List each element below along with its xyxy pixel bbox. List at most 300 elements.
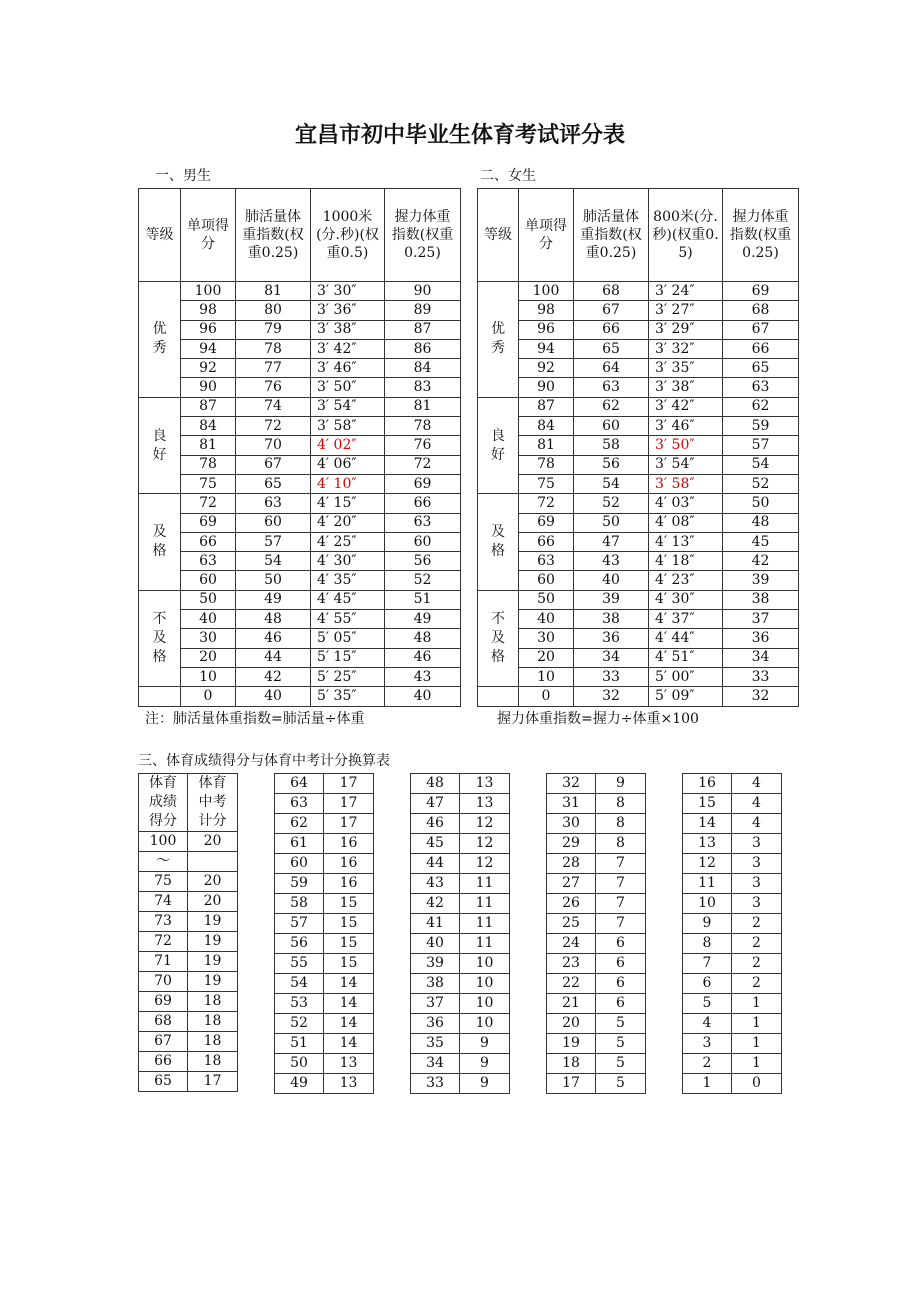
vital-capacity-cell: 47 [574,532,649,551]
vital-capacity-cell: 48 [236,610,311,629]
run-time-cell: 3′ 38″ [649,378,723,397]
vital-capacity-cell: 76 [236,378,311,397]
exam-points-cell: 6 [596,933,646,953]
grade-label: 不及格 [139,590,181,686]
table-row [683,793,782,813]
score-cell: 90 [519,378,574,397]
run-time-cell: 5′ 00″ [649,667,723,686]
table-row [275,1053,374,1073]
score-cell: 98 [181,301,236,320]
score-cell: 0 [519,687,574,706]
vital-capacity-cell: 70 [236,436,311,455]
vital-capacity-cell: 46 [236,629,311,648]
run-time-cell: 5′ 25″ [311,667,385,686]
vital-capacity-cell: 54 [236,552,311,571]
run-time-cell: 4′ 30″ [649,590,723,609]
exam-points-cell: 4 [732,773,782,793]
exam-points-cell: 16 [324,833,374,853]
sport-score-cell: 72 [139,931,188,951]
exam-points-cell: 11 [460,893,510,913]
table-row [139,1051,238,1071]
sport-score-cell: ～ [139,851,188,871]
table-row [478,359,799,378]
table-row [139,891,238,911]
sport-score-cell: 74 [139,891,188,911]
conversion-table [410,773,510,1094]
table-row [411,873,510,893]
exam-points-cell: 2 [732,953,782,973]
table-row [411,1013,510,1033]
grip-cell: 69 [723,282,799,301]
sport-score-cell: 46 [411,813,460,833]
exam-points-cell: 15 [324,913,374,933]
grip-cell: 32 [723,687,799,706]
table-row [139,831,238,851]
table-row [478,667,799,686]
grip-cell: 90 [385,282,461,301]
table-row [683,1013,782,1033]
score-cell: 60 [181,571,236,590]
vital-capacity-cell: 67 [236,455,311,474]
table-row [478,282,799,301]
vital-capacity-cell: 50 [236,571,311,590]
exam-points-cell: 3 [732,833,782,853]
sport-score-cell: 26 [547,893,596,913]
run-time-cell: 5′ 09″ [649,687,723,706]
exam-points-cell: 14 [324,1033,374,1053]
table-row [275,853,374,873]
table-row [547,853,646,873]
exam-points-cell: 14 [324,993,374,1013]
sport-score-cell: 12 [683,853,732,873]
grip-cell: 67 [723,320,799,339]
table-row [547,1053,646,1073]
exam-points-cell: 16 [324,873,374,893]
table-row [478,397,799,416]
run-time-cell: 4′ 25″ [311,532,385,551]
run-time-cell: 3′ 54″ [649,455,723,474]
table-row [547,913,646,933]
vital-capacity-cell: 63 [574,378,649,397]
table-row [411,1053,510,1073]
grip-cell: 83 [385,378,461,397]
sport-score-cell: 68 [139,1011,188,1031]
exam-points-cell: 18 [188,1011,238,1031]
sport-score-cell: 21 [547,993,596,1013]
table-row [139,532,461,551]
table-row [275,913,374,933]
table-row [547,873,646,893]
exam-points-cell: 14 [324,1013,374,1033]
table-row [547,953,646,973]
grip-cell: 81 [385,397,461,416]
vital-capacity-cell: 64 [574,359,649,378]
exam-points-cell: 19 [188,971,238,991]
grade-label: 良好 [139,397,181,493]
sport-score-cell: 47 [411,793,460,813]
exam-points-cell: 13 [324,1073,374,1093]
table-row [547,813,646,833]
exam-points-cell: 13 [324,1053,374,1073]
sport-score-cell: 33 [411,1073,460,1093]
table-row [547,1073,646,1093]
score-cell: 84 [519,417,574,436]
table-row [139,911,238,931]
exam-points-cell: 8 [596,833,646,853]
table-row [411,813,510,833]
exam-points-cell: 20 [188,871,238,891]
score-cell: 90 [181,378,236,397]
grip-cell: 38 [723,590,799,609]
run-time-cell: 5′ 15″ [311,648,385,667]
grip-cell: 49 [385,610,461,629]
table-row [547,833,646,853]
sport-score-cell: 27 [547,873,596,893]
sport-score-cell: 14 [683,813,732,833]
run-time-cell: 4′ 45″ [311,590,385,609]
table-row [139,991,238,1011]
table-row [478,610,799,629]
run-time-cell: 3′ 38″ [311,320,385,339]
table-row [411,933,510,953]
run-time-cell: 4′ 15″ [311,494,385,513]
sport-score-cell: 9 [683,913,732,933]
score-cell: 72 [519,494,574,513]
grip-cell: 57 [723,436,799,455]
score-cell: 60 [519,571,574,590]
vital-capacity-cell: 38 [574,610,649,629]
score-cell: 100 [181,282,236,301]
table-row [478,590,799,609]
exam-points-cell: 7 [596,893,646,913]
score-cell: 30 [519,629,574,648]
table-row [683,1033,782,1053]
run-time-cell: 3′ 46″ [311,359,385,378]
table-row [478,378,799,397]
exam-points-cell: 3 [732,853,782,873]
sport-score-cell: 10 [683,893,732,913]
sport-score-cell: 61 [275,833,324,853]
table-row [275,993,374,1013]
table-row [139,951,238,971]
run-time-cell: 3′ 50″ [311,378,385,397]
score-cell: 94 [181,339,236,358]
sport-score-cell: 24 [547,933,596,953]
exam-points-cell: 12 [460,813,510,833]
exam-points-cell: 1 [732,1013,782,1033]
run-time-cell: 4′ 06″ [311,455,385,474]
table-row [139,931,238,951]
table-row [139,436,461,455]
vital-capacity-cell: 32 [574,687,649,706]
sport-score-cell: 57 [275,913,324,933]
table-row [411,893,510,913]
grip-cell: 60 [385,532,461,551]
exam-points-cell: 3 [732,893,782,913]
column-header: 800米(分.秒)(权重0.5) [649,189,723,282]
grip-cell: 42 [723,552,799,571]
vital-capacity-cell: 80 [236,301,311,320]
grip-cell: 54 [723,455,799,474]
table-row [411,853,510,873]
vital-capacity-cell: 78 [236,339,311,358]
vital-capacity-cell: 68 [574,282,649,301]
grip-cell: 51 [385,590,461,609]
sport-score-cell: 56 [275,933,324,953]
table-row [683,913,782,933]
run-time-cell: 3′ 32″ [649,339,723,358]
table-row [683,1053,782,1073]
score-cell: 50 [519,590,574,609]
vital-capacity-cell: 67 [574,301,649,320]
vital-capacity-cell: 79 [236,320,311,339]
run-time-cell: 4′ 55″ [311,610,385,629]
grip-cell: 89 [385,301,461,320]
table-row [139,455,461,474]
sport-score-cell: 20 [547,1013,596,1033]
sport-score-cell: 29 [547,833,596,853]
sport-score-cell: 67 [139,1031,188,1051]
vital-capacity-cell: 33 [574,667,649,686]
table-row [139,1031,238,1051]
sport-score-cell: 65 [139,1071,188,1091]
grade-label: 优秀 [139,282,181,398]
table-row [478,532,799,551]
vital-capacity-cell: 49 [236,590,311,609]
vital-capacity-cell: 62 [574,397,649,416]
exam-points-cell: 18 [188,1051,238,1071]
grip-cell: 52 [723,474,799,493]
run-time-cell: 3′ 29″ [649,320,723,339]
sport-score-cell: 66 [139,1051,188,1071]
grip-cell: 66 [385,494,461,513]
exam-points-cell: 12 [460,853,510,873]
exam-points-cell: 20 [188,831,238,851]
score-cell: 63 [181,552,236,571]
exam-points-cell: 11 [460,913,510,933]
run-time-cell: 4′ 13″ [649,532,723,551]
sport-score-cell: 23 [547,953,596,973]
sport-score-cell: 59 [275,873,324,893]
vital-capacity-cell: 56 [574,455,649,474]
vital-capacity-cell: 34 [574,648,649,667]
table-row [478,436,799,455]
sport-score-cell: 53 [275,993,324,1013]
run-time-cell: 3′ 35″ [649,359,723,378]
column-header: 握力体重指数(权重0.25) [385,189,461,282]
vital-capacity-cell: 54 [574,474,649,493]
sport-score-cell: 15 [683,793,732,813]
score-cell: 87 [519,397,574,416]
grip-cell: 76 [385,436,461,455]
table-row [411,913,510,933]
sport-score-cell: 13 [683,833,732,853]
male-score-table [138,188,461,707]
grade-label: 良好 [478,397,519,493]
exam-points-cell: 10 [460,1013,510,1033]
sport-score-cell: 58 [275,893,324,913]
male-note: 注：肺活量体重指数=肺活量÷体重 [145,710,365,727]
sport-score-cell: 31 [547,793,596,813]
exam-points-cell: 19 [188,951,238,971]
grip-cell: 45 [723,532,799,551]
run-time-cell: 4′ 03″ [649,494,723,513]
grade-label [139,687,181,706]
score-cell: 0 [181,687,236,706]
table-row [478,513,799,532]
sport-score-cell: 19 [547,1033,596,1053]
table-row [411,773,510,793]
exam-points-cell: 10 [460,973,510,993]
female-note: 握力体重指数=握力÷体重×100 [497,710,699,727]
sport-score-cell: 73 [139,911,188,931]
sport-score-cell: 49 [275,1073,324,1093]
exam-points-cell: 1 [732,993,782,1013]
run-time-cell: 4′ 23″ [649,571,723,590]
table-row [139,494,461,513]
sport-score-cell: 3 [683,1033,732,1053]
run-time-cell: 4′ 20″ [311,513,385,532]
grip-cell: 86 [385,339,461,358]
grip-cell: 66 [723,339,799,358]
grip-cell: 68 [723,301,799,320]
female-section-label: 二、女生 [480,168,536,184]
conversion-table [274,773,374,1094]
sport-score-cell: 51 [275,1033,324,1053]
run-time-cell: 3′ 30″ [311,282,385,301]
table-row [411,793,510,813]
score-cell: 72 [181,494,236,513]
exam-points-cell: 17 [324,773,374,793]
sport-score-cell: 28 [547,853,596,873]
score-cell: 10 [519,667,574,686]
score-cell: 20 [519,648,574,667]
table-row [478,339,799,358]
grip-cell: 62 [723,397,799,416]
sport-score-cell: 22 [547,973,596,993]
vital-capacity-cell: 63 [236,494,311,513]
sport-score-cell: 43 [411,873,460,893]
run-time-cell: 3′ 24″ [649,282,723,301]
table-row [478,474,799,493]
male-section-label: 一、男生 [155,168,211,184]
table-row [139,397,461,416]
exam-points-cell: 7 [596,873,646,893]
table-row [683,933,782,953]
exam-points-cell: 9 [460,1073,510,1093]
female-column [477,166,798,729]
sport-score-cell: 18 [547,1053,596,1073]
table-row [547,773,646,793]
table-row [683,773,782,793]
column-header: 1000米(分.秒)(权重0.5) [311,189,385,282]
exam-points-cell: 7 [596,853,646,873]
exam-points-cell [188,851,238,871]
exam-points-cell: 1 [732,1033,782,1053]
score-cell: 94 [519,339,574,358]
grip-cell: 69 [385,474,461,493]
score-cell: 40 [181,610,236,629]
grip-cell: 63 [385,513,461,532]
table-row [139,513,461,532]
exam-points-cell: 2 [732,913,782,933]
grip-cell: 40 [385,687,461,706]
exam-points-cell: 4 [732,813,782,833]
table-row [275,833,374,853]
grip-cell: 37 [723,610,799,629]
table-row [275,973,374,993]
exam-points-cell: 16 [324,853,374,873]
sport-score-cell: 40 [411,933,460,953]
vital-capacity-cell: 40 [574,571,649,590]
exam-points-cell: 8 [596,793,646,813]
table-row [275,1033,374,1053]
table-row [275,1073,374,1093]
vital-capacity-cell: 66 [574,320,649,339]
run-time-cell: 3′ 54″ [311,397,385,416]
exam-points-cell: 4 [732,793,782,813]
sport-score-cell: 11 [683,873,732,893]
score-cell: 84 [181,417,236,436]
grip-cell: 48 [723,513,799,532]
exam-points-cell: 11 [460,933,510,953]
exam-points-cell: 6 [596,973,646,993]
column-header: 肺活量体重指数(权重0.25) [236,189,311,282]
sport-score-cell: 25 [547,913,596,933]
vital-capacity-cell: 39 [574,590,649,609]
table-row [683,853,782,873]
column-header: 体育成绩得分 [139,773,188,831]
grip-cell: 56 [385,552,461,571]
header-row [139,773,238,831]
vital-capacity-cell: 44 [236,648,311,667]
run-time-cell: 4′ 18″ [649,552,723,571]
score-cell: 96 [519,320,574,339]
table-row [478,494,799,513]
sport-score-cell: 8 [683,933,732,953]
column-header: 等级 [139,189,181,282]
vital-capacity-cell: 65 [574,339,649,358]
score-cell: 63 [519,552,574,571]
run-time-cell: 3′ 58″ [311,417,385,436]
exam-points-cell: 9 [460,1053,510,1073]
exam-points-cell: 13 [460,793,510,813]
score-cell: 75 [181,474,236,493]
exam-points-cell: 15 [324,953,374,973]
score-cell: 69 [181,513,236,532]
grip-cell: 87 [385,320,461,339]
table-row [139,359,461,378]
table-row [139,590,461,609]
vital-capacity-cell: 81 [236,282,311,301]
sport-score-cell: 44 [411,853,460,873]
table-row [139,687,461,706]
column-header: 肺活量体重指数(权重0.25) [574,189,649,282]
table-row [683,833,782,853]
grip-cell: 34 [723,648,799,667]
run-time-cell: 3′ 42″ [649,397,723,416]
run-time-cell: 5′ 05″ [311,629,385,648]
sport-score-cell: 1 [683,1073,732,1093]
sport-score-cell: 70 [139,971,188,991]
grip-cell: 39 [723,571,799,590]
sport-score-cell: 54 [275,973,324,993]
run-time-cell: 3′ 42″ [311,339,385,358]
exam-points-cell: 17 [188,1071,238,1091]
sport-score-cell: 75 [139,871,188,891]
exam-points-cell: 5 [596,1053,646,1073]
table-row [683,873,782,893]
